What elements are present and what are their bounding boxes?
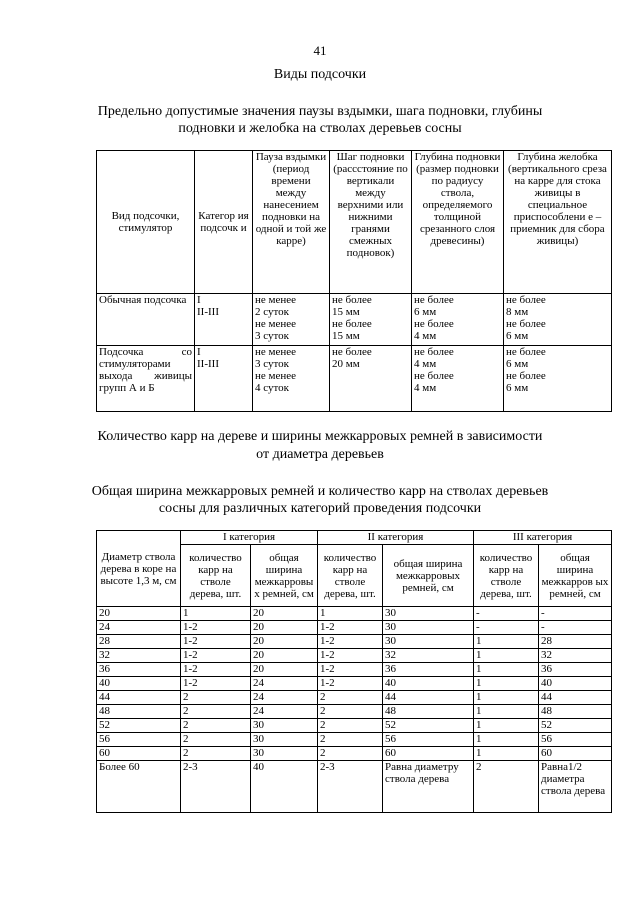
cell-count-1: 2 bbox=[181, 747, 251, 761]
cell-count-2: 1 bbox=[318, 607, 383, 621]
cell-count-1: 1 bbox=[181, 607, 251, 621]
header-width-1: общая ширина межкарровы х ремней, см bbox=[251, 545, 318, 607]
cell-count-3: - bbox=[474, 621, 539, 635]
cell-width-2: 44 bbox=[383, 691, 474, 705]
cell-width-1: 24 bbox=[251, 677, 318, 691]
cell-cat: I II-III bbox=[195, 346, 253, 412]
cell-groove: не более 6 мм не более 6 мм bbox=[504, 346, 612, 412]
heading2-line1: Количество карр на дереве и ширины межкарровых ремней в зависимости bbox=[97, 429, 543, 444]
cell-width-3: 44 bbox=[539, 691, 612, 705]
cell-width-3: 28 bbox=[539, 635, 612, 649]
cell-count-2: 1-2 bbox=[318, 635, 383, 649]
cell-count-3: 1 bbox=[474, 677, 539, 691]
cell-diameter: 24 bbox=[97, 621, 181, 635]
cell-width-3: 32 bbox=[539, 649, 612, 663]
cell-width-1: 20 bbox=[251, 635, 318, 649]
table-row bbox=[97, 677, 612, 691]
cell-count-3: 1 bbox=[474, 635, 539, 649]
cell-count-1: 1-2 bbox=[181, 621, 251, 635]
table-row bbox=[97, 635, 612, 649]
cell-width-3: 40 bbox=[539, 677, 612, 691]
cell-width-1: 20 bbox=[251, 621, 318, 635]
cell-width-1: 40 bbox=[251, 761, 318, 813]
cell-diameter: 20 bbox=[97, 607, 181, 621]
cell-diameter: 44 bbox=[97, 691, 181, 705]
header-category: Категор ия подсочк и bbox=[195, 151, 253, 294]
cell-count-1: 1-2 bbox=[181, 677, 251, 691]
cell-groove: не более 8 мм не более 6 мм bbox=[504, 294, 612, 346]
cell-count-3: 1 bbox=[474, 733, 539, 747]
cell-count-2: 2 bbox=[318, 705, 383, 719]
cell-width-3: 56 bbox=[539, 733, 612, 747]
header-category-1: I категория bbox=[181, 531, 318, 545]
cell-width-3: 52 bbox=[539, 719, 612, 733]
table2-title-line2: сосны для различных категорий проведения подсочки bbox=[158, 501, 482, 516]
cell-diameter: 60 bbox=[97, 747, 181, 761]
cell-width-1: 20 bbox=[251, 607, 318, 621]
cell-width-2: Равна диаметру ствола дерева bbox=[383, 761, 474, 813]
cell-width-2: 32 bbox=[383, 649, 474, 663]
table1-title-line2: подновки и желобка на стволах деревьев сосны bbox=[178, 121, 462, 136]
cell-count-2: 2 bbox=[318, 747, 383, 761]
table-row bbox=[97, 705, 612, 719]
header-depth: Глубина подновки (размер подновки по радиусу ствола, определяемого толщиной срезанного слоя древесины) bbox=[412, 151, 504, 294]
cell-width-1: 30 bbox=[251, 719, 318, 733]
cell-diameter: 28 bbox=[97, 635, 181, 649]
cell-width-2: 30 bbox=[383, 621, 474, 635]
table1-title-line1: Предельно допустимые значения паузы вздымки, шага подновки, глубины bbox=[97, 104, 543, 119]
cell-diameter: 48 bbox=[97, 705, 181, 719]
cell-width-2: 56 bbox=[383, 733, 474, 747]
table-row bbox=[97, 747, 612, 761]
header-category-3: III категория bbox=[474, 531, 612, 545]
cell-count-2: 1-2 bbox=[318, 649, 383, 663]
header-width-2: общая ширина межкарровых ремней, см bbox=[383, 545, 474, 607]
cell-type: Обычная подсочка bbox=[97, 294, 195, 346]
cell-width-2: 30 bbox=[383, 635, 474, 649]
cell-count-1: 1-2 bbox=[181, 649, 251, 663]
cell-diameter: 36 bbox=[97, 663, 181, 677]
cell-count-2: 2 bbox=[318, 691, 383, 705]
header-step: Шаг подновки (рассстояние по вертикали между верхними или нижними гранями смежных подновок) bbox=[330, 151, 412, 294]
cell-count-1: 2 bbox=[181, 733, 251, 747]
cell-count-1: 1-2 bbox=[181, 663, 251, 677]
header-count-3: количество карр на стволе дерева, шт. bbox=[474, 545, 539, 607]
cell-width-2: 52 bbox=[383, 719, 474, 733]
cell-count-2: 1-2 bbox=[318, 621, 383, 635]
table-row bbox=[97, 733, 612, 747]
cell-width-3: - bbox=[539, 621, 612, 635]
header-type: Вид подсочки, стимулятор bbox=[97, 151, 195, 294]
cell-width-3: 48 bbox=[539, 705, 612, 719]
header-diameter: Диаметр ствола дерева в коре на высоте 1,3 м, см bbox=[97, 531, 181, 607]
cell-width-2: 40 bbox=[383, 677, 474, 691]
cell-width-1: 30 bbox=[251, 747, 318, 761]
table-row bbox=[97, 621, 612, 635]
cell-pause: не менее 3 суток не менее 4 суток bbox=[253, 346, 330, 412]
cell-count-3: 2 bbox=[474, 761, 539, 813]
header-pause: Пауза вздымки (период времени между нанесением подновки на одной и той же карре) bbox=[253, 151, 330, 294]
cell-diameter: 52 bbox=[97, 719, 181, 733]
cell-step: не более 15 мм не более 15 мм bbox=[330, 294, 412, 346]
cell-step: не более 20 мм bbox=[330, 346, 412, 412]
table-row bbox=[97, 649, 612, 663]
header-width-3: общая ширина межкарров ых ремней, см bbox=[539, 545, 612, 607]
cell-count-1: 2 bbox=[181, 719, 251, 733]
cell-count-2: 2 bbox=[318, 719, 383, 733]
page-number: 41 bbox=[313, 43, 327, 58]
pause-limits-table bbox=[96, 150, 612, 412]
table-row bbox=[97, 761, 612, 813]
cell-count-3: 1 bbox=[474, 719, 539, 733]
cell-count-3: 1 bbox=[474, 747, 539, 761]
cell-width-2: 48 bbox=[383, 705, 474, 719]
cell-count-3: 1 bbox=[474, 649, 539, 663]
header-groove: Глубина желобка (вертикального среза на карре для стока живицы в специальное приспособлени е –приемник для сбора живицы) bbox=[504, 151, 612, 294]
cell-width-3: - bbox=[539, 607, 612, 621]
carre-count-table bbox=[96, 530, 612, 813]
cell-depth: не более 4 мм не более 4 мм bbox=[412, 346, 504, 412]
cell-count-1: 2 bbox=[181, 705, 251, 719]
table-row bbox=[97, 663, 612, 677]
cell-diameter: 32 bbox=[97, 649, 181, 663]
cell-count-2: 2 bbox=[318, 733, 383, 747]
cell-width-1: 20 bbox=[251, 649, 318, 663]
cell-cat: I II-III bbox=[195, 294, 253, 346]
cell-diameter: Более 60 bbox=[97, 761, 181, 813]
cell-width-1: 24 bbox=[251, 691, 318, 705]
header-count-1: количество карр на стволе дерева, шт. bbox=[181, 545, 251, 607]
cell-width-1: 24 bbox=[251, 705, 318, 719]
cell-count-3: 1 bbox=[474, 705, 539, 719]
cell-width-1: 30 bbox=[251, 733, 318, 747]
cell-width-1: 20 bbox=[251, 663, 318, 677]
cell-count-3: 1 bbox=[474, 691, 539, 705]
header-count-2: количество карр на стволе дерева, шт. bbox=[318, 545, 383, 607]
cell-depth: не более 6 мм не более 4 мм bbox=[412, 294, 504, 346]
cell-count-2: 2-3 bbox=[318, 761, 383, 813]
cell-diameter: 40 bbox=[97, 677, 181, 691]
cell-count-1: 1-2 bbox=[181, 635, 251, 649]
cell-count-2: 1-2 bbox=[318, 663, 383, 677]
cell-pause: не менее 2 суток не менее 3 суток bbox=[253, 294, 330, 346]
cell-count-3: 1 bbox=[474, 663, 539, 677]
cell-width-2: 30 bbox=[383, 607, 474, 621]
table2-title-line1: Общая ширина межкарровых ремней и количество карр на стволах деревьев bbox=[91, 484, 549, 499]
cell-diameter: 56 bbox=[97, 733, 181, 747]
cell-count-1: 2-3 bbox=[181, 761, 251, 813]
cell-count-3: - bbox=[474, 607, 539, 621]
table-row bbox=[97, 691, 612, 705]
cell-width-3: Равна1/2 диаметра ствола дерева bbox=[539, 761, 612, 813]
section-title: Виды подсочки bbox=[273, 67, 367, 82]
cell-type: Подсочка со стимуляторами выхода живицы групп А и Б bbox=[97, 346, 195, 412]
table-row bbox=[97, 607, 612, 621]
heading2-line2: от диаметра деревьев bbox=[256, 447, 384, 462]
table-row bbox=[97, 346, 612, 412]
cell-width-2: 36 bbox=[383, 663, 474, 677]
table-row bbox=[97, 719, 612, 733]
cell-width-3: 60 bbox=[539, 747, 612, 761]
cell-count-2: 1-2 bbox=[318, 677, 383, 691]
cell-width-2: 60 bbox=[383, 747, 474, 761]
cell-width-3: 36 bbox=[539, 663, 612, 677]
header-category-2: II категория bbox=[318, 531, 474, 545]
cell-count-1: 2 bbox=[181, 691, 251, 705]
table-row bbox=[97, 294, 612, 346]
